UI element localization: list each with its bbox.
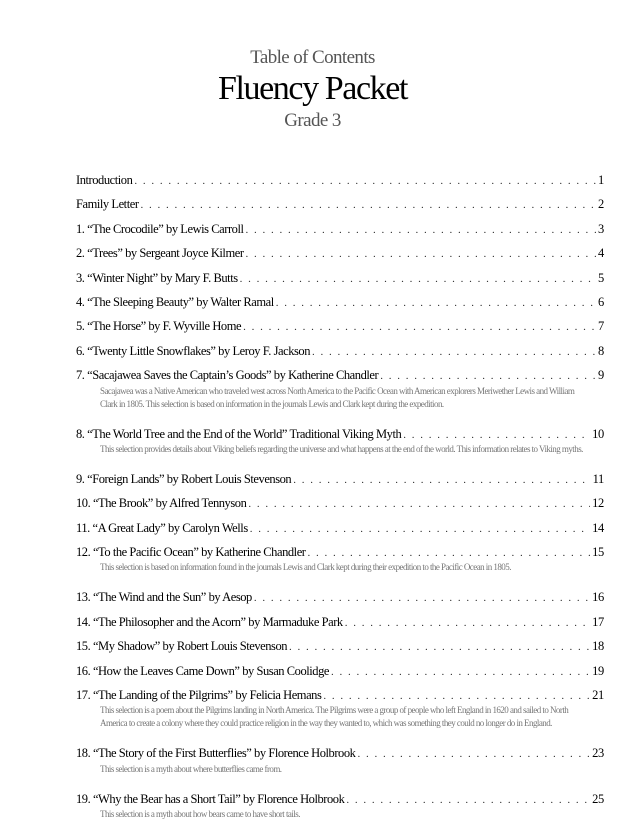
toc-entry-line xyxy=(76,269,604,288)
toc-entry-line xyxy=(76,195,604,214)
entry-spacer xyxy=(76,456,604,470)
toc-entry xyxy=(76,494,604,513)
toc-entry-title: Family Letter xyxy=(76,197,139,212)
dot-leader xyxy=(141,196,597,215)
toc-entry-title: 7. “Sacajawea Saves the Captain’s Goods” by Katherine Chandler xyxy=(76,368,379,383)
entry-spacer xyxy=(76,411,604,425)
toc-entry-line xyxy=(76,470,604,489)
toc-entry xyxy=(76,790,604,821)
toc-entry-title: 19. “Why the Bear has a Short Tail” by Florence Holbrook xyxy=(76,791,345,806)
toc-entry xyxy=(76,220,604,239)
toc-entry-title: 6. “Twenty Little Snowflakes” by Leroy F. Jackson xyxy=(76,343,311,358)
toc-page-number: 3 xyxy=(598,221,604,236)
dot-leader xyxy=(250,520,590,539)
toc-entry-line xyxy=(76,425,604,444)
toc-entry-line xyxy=(76,519,604,538)
toc-entry-title: 16. “How the Leaves Came Down” by Susan Coolidge xyxy=(76,663,329,678)
toc-entry xyxy=(76,293,604,312)
dot-leader xyxy=(345,614,590,633)
toc-entry-title: 9. “Foreign Lands” by Robert Louis Stevenson xyxy=(76,471,292,486)
toc-page-number: 12 xyxy=(592,496,604,511)
toc-entry-line xyxy=(76,494,604,513)
toc-entry-line xyxy=(76,662,604,681)
dot-leader xyxy=(246,221,597,240)
toc-page-number: 23 xyxy=(592,746,604,761)
toc-entry-line xyxy=(76,171,604,190)
toc-entry xyxy=(76,637,604,656)
grade-label: Grade 3 xyxy=(284,110,341,131)
toc-entry-description: This selection is a myth about where butterflies came from. xyxy=(100,763,282,774)
toc-page-number: 16 xyxy=(592,590,604,605)
toc-page-number: 6 xyxy=(598,294,604,309)
toc-entry xyxy=(76,543,604,574)
toc-entry-line xyxy=(76,744,604,763)
toc-page-number: 10 xyxy=(592,426,604,441)
toc-entry xyxy=(76,613,604,632)
toc-page-number: 11 xyxy=(592,471,604,486)
dot-leader xyxy=(254,589,590,608)
toc-entry-title: 17. “The Landing of the Pilgrims” by Felicia Hemans xyxy=(76,688,322,703)
toc-entry xyxy=(76,588,604,607)
dot-leader xyxy=(346,791,590,810)
toc-page-number: 15 xyxy=(592,545,604,560)
toc-entry-description: This selection is a poem about the Pilgrims landing in North America. The Pilgrims were a group of people who left England in 1620 and sailed to North America to create a colony where they could practice religion in the way they wanted to, which was something they could no longer do in England. xyxy=(100,705,569,729)
entry-spacer xyxy=(76,730,604,744)
toc-entry xyxy=(76,425,604,456)
toc-page-number: 21 xyxy=(592,688,604,703)
toc-entry-line xyxy=(76,220,604,239)
toc-entry-title: 5. “The Horse” by F. Wyville Home xyxy=(76,319,242,334)
document-title: Fluency Packet xyxy=(217,70,408,107)
toc-entry-title: 13. “The Wind and the Sun” by Aesop xyxy=(76,590,252,605)
dot-leader xyxy=(243,318,596,337)
document-header xyxy=(0,46,625,134)
toc-entry-title: 14. “The Philosopher and the Acorn” by Marmaduke Park xyxy=(76,614,343,629)
toc-page-number: 7 xyxy=(598,319,604,334)
toc-entry xyxy=(76,342,604,361)
toc-entry-line xyxy=(76,244,604,263)
dot-leader xyxy=(134,172,596,191)
toc-entry xyxy=(76,366,604,410)
toc-page-number: 18 xyxy=(592,639,604,654)
toc-entry-line xyxy=(76,543,604,562)
toc-entry xyxy=(76,244,604,263)
toc-entry-line xyxy=(76,588,604,607)
entry-spacer xyxy=(76,574,604,588)
toc-page-number: 2 xyxy=(598,197,604,212)
toc-entry xyxy=(76,195,604,214)
toc-entry xyxy=(76,171,604,190)
toc-entry xyxy=(76,519,604,538)
toc-entry-title: 4. “The Sleeping Beauty” by Walter Ramal xyxy=(76,294,274,309)
toc-page-number: 4 xyxy=(598,246,604,261)
toc-entry xyxy=(76,686,604,730)
dot-leader xyxy=(246,245,597,264)
toc-page-number: 9 xyxy=(598,368,604,383)
toc-entry-line xyxy=(76,366,604,385)
toc-entry-title: Introduction xyxy=(76,173,133,187)
toc-entry xyxy=(76,470,604,489)
toc-entry-line xyxy=(76,686,604,705)
dot-leader xyxy=(248,495,590,514)
toc-entry-title: 2. “Trees” by Sergeant Joyce Kilmer xyxy=(76,246,244,261)
dot-leader xyxy=(240,270,596,289)
entry-spacer xyxy=(76,821,604,835)
toc-page-number: 5 xyxy=(598,270,604,285)
dot-leader xyxy=(312,343,596,362)
toc-entry-line xyxy=(76,613,604,632)
toc-entry-description: This selection provides details about Viking beliefs regarding the universe and what happens at the end of the world. This information relates to Viking myths. xyxy=(100,443,583,454)
toc-page-number: 25 xyxy=(592,791,604,806)
toc-entry-description: This selection is a myth about how bears came to have short tails. xyxy=(100,809,300,820)
dot-leader xyxy=(380,367,596,386)
toc-page-number: 17 xyxy=(592,614,604,629)
toc-entry-title: 11. “A Great Lady” by Carolyn Wells xyxy=(76,520,248,535)
toc-entry-title: 1. “The Crocodile” by Lewis Carroll xyxy=(76,221,244,236)
dot-leader xyxy=(357,745,590,764)
toc-entry-line xyxy=(76,342,604,361)
dot-leader xyxy=(289,638,590,657)
toc-entry-line xyxy=(76,317,604,336)
toc-entry xyxy=(76,662,604,681)
table-of-contents xyxy=(76,171,604,835)
toc-heading: Table of Contents xyxy=(250,47,375,68)
toc-entry-title: 18. “The Story of the First Butterflies” by Florence Holbrook xyxy=(76,746,356,761)
toc-entry xyxy=(76,744,604,775)
toc-entry-description: This selection is based on information found in the journals Lewis and Clark kept during their expedition to the Pacific Ocean in 1805. xyxy=(100,562,511,573)
toc-entry-title: 3. “Winter Night” by Mary F. Butts xyxy=(76,270,238,285)
dot-leader xyxy=(276,294,596,313)
toc-entry-description: Sacajawea was a Native American who traveled west across North America to the Pacific Ocean with American explorers Meriwether Lewis and William Clark in 1805. This selection is based on information in the journals Lewis and Clark kept during the expedition. xyxy=(100,385,575,409)
toc-entry xyxy=(76,317,604,336)
toc-entry-title: 15. “My Shadow” by Robert Louis Stevenson xyxy=(76,639,288,654)
toc-entry-title: 10. “The Brook” by Alfred Tennyson xyxy=(76,496,247,511)
toc-entry-title: 8. “The World Tree and the End of the World” Traditional Viking Myth xyxy=(76,426,402,441)
toc-entry-title: 12. “To the Pacific Ocean” by Katherine Chandler xyxy=(76,545,306,560)
entry-spacer xyxy=(76,776,604,790)
toc-page-number: 19 xyxy=(592,663,604,678)
dot-leader xyxy=(293,471,590,490)
dot-leader xyxy=(331,663,590,682)
toc-entry-line xyxy=(76,637,604,656)
toc-page-number: 14 xyxy=(592,520,604,535)
toc-page-number: 8 xyxy=(598,343,604,358)
toc-page-number: 1 xyxy=(598,173,604,187)
toc-entry xyxy=(76,269,604,288)
toc-entry-line xyxy=(76,293,604,312)
